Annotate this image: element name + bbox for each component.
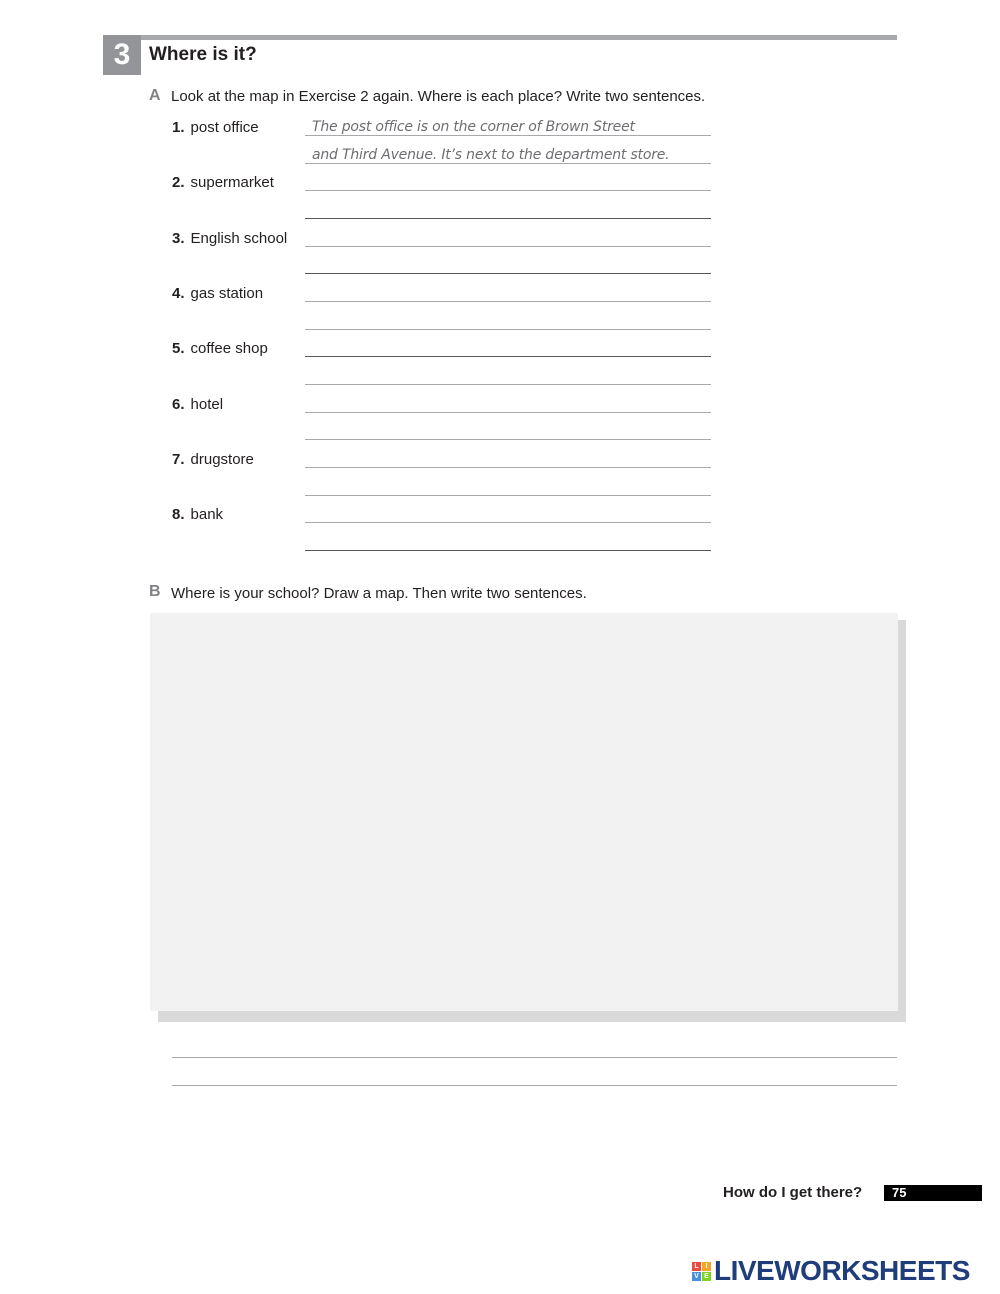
logo-block: L [692, 1262, 701, 1271]
logo-blocks-icon [692, 1262, 711, 1281]
list-item [172, 451, 254, 468]
sentence-input-2[interactable] [172, 1063, 901, 1087]
item-number: 7. [172, 451, 185, 468]
list-item [172, 230, 287, 247]
header-bar [103, 35, 897, 40]
unit-title: How do I get there? [723, 1184, 863, 1201]
answer-line [305, 329, 711, 330]
answer-line [305, 163, 711, 164]
page-number: 75 [884, 1185, 982, 1201]
item-label: drugstore [190, 451, 254, 468]
answer-input-coffee-shop-2[interactable] [305, 362, 717, 384]
answer-input-bank-1[interactable] [305, 500, 717, 522]
section-b-letter: B [149, 583, 161, 600]
answer-input-drugstore-2[interactable] [305, 473, 717, 495]
answer-input-english-school-1[interactable] [305, 224, 717, 246]
brand-name: LIVEWORKSHEETS [714, 1255, 970, 1286]
exercise-title: Where is it? [149, 44, 257, 65]
liveworksheets-logo [692, 1255, 970, 1287]
section-b-instruction: Where is your school? Draw a map. Then write two sentences. [171, 585, 587, 602]
sample-answer-line1: The post office is on the corner of Brown Street [312, 119, 635, 135]
answer-line [172, 1057, 897, 1058]
answer-input-bank-2[interactable] [305, 528, 717, 550]
item-label: coffee shop [190, 340, 268, 357]
section-a-letter: A [149, 87, 161, 104]
answer-line [305, 522, 711, 523]
answer-line [305, 190, 711, 191]
list-item [172, 396, 223, 413]
item-label: gas station [190, 285, 264, 302]
item-label: post office [190, 119, 259, 136]
list-item [172, 506, 223, 523]
answer-input-hotel-1[interactable] [305, 390, 717, 412]
answer-line [172, 1085, 897, 1086]
answer-input-gas-station-1[interactable] [305, 279, 717, 301]
answer-line [305, 356, 711, 357]
list-item [172, 119, 259, 136]
answer-input-english-school-2[interactable] [305, 251, 717, 273]
item-number: 3. [172, 230, 185, 247]
list-item [172, 285, 263, 302]
item-number: 1. [172, 119, 185, 136]
answer-line [305, 273, 711, 274]
item-number: 8. [172, 506, 185, 523]
answer-input-gas-station-2[interactable] [305, 307, 717, 329]
logo-block: I [702, 1262, 711, 1271]
item-label: supermarket [190, 174, 274, 191]
answer-line [305, 412, 711, 413]
answer-line [305, 301, 711, 302]
logo-block: E [702, 1272, 711, 1281]
item-number: 2. [172, 174, 185, 191]
item-number: 4. [172, 285, 185, 302]
answer-line [305, 218, 711, 219]
answer-line [305, 495, 711, 496]
answer-line [305, 135, 711, 136]
answer-input-drugstore-1[interactable] [305, 445, 717, 467]
item-label: bank [190, 506, 224, 523]
answer-input-hotel-2[interactable] [305, 417, 717, 439]
answer-line [305, 246, 711, 247]
answer-input-supermarket-2[interactable] [305, 196, 717, 218]
item-number: 6. [172, 396, 185, 413]
answer-line [305, 467, 711, 468]
answer-line [305, 384, 711, 385]
item-label: hotel [190, 396, 224, 413]
sample-answer-line2: and Third Avenue. It’s next to the department store. [312, 147, 670, 163]
section-a-instruction: Look at the map in Exercise 2 again. Where is each place? Write two sentences. [171, 88, 706, 105]
list-item [172, 340, 268, 357]
answer-input-coffee-shop-1[interactable] [305, 334, 717, 356]
map-drawing-area[interactable] [150, 613, 898, 1011]
exercise-number: 3 [103, 35, 141, 75]
answer-line [305, 550, 711, 551]
answer-line [305, 439, 711, 440]
logo-block: V [692, 1272, 701, 1281]
answer-input-supermarket-1[interactable] [305, 168, 717, 190]
item-label: English school [190, 230, 288, 247]
sentence-input-1[interactable] [172, 1035, 901, 1059]
list-item [172, 174, 274, 191]
item-number: 5. [172, 340, 185, 357]
